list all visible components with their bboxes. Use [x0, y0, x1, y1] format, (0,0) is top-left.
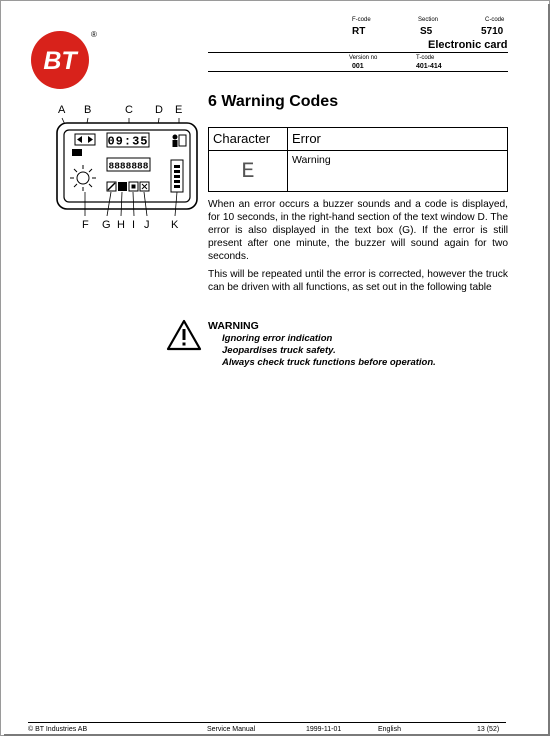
footer-page: 13 (52) [477, 726, 500, 733]
footer-language: English [378, 726, 401, 733]
segment-character: E [241, 158, 255, 184]
diagram-label-i: I [132, 219, 136, 231]
diagram-label-j: J [144, 219, 150, 231]
diagram-label-k: K [171, 219, 179, 231]
tcode-label: T-code [416, 55, 435, 61]
warning-codes-table [208, 127, 508, 192]
diagram-label-d: D [155, 104, 163, 116]
body-paragraph: When an error occurs a buzzer sounds and a code is displayed, for 10 seconds, in the right-hand section of the text window D. The error is also displayed in the text box (G). If the error is still present after one minute, the buzzer will sound again for two seconds. [208, 199, 508, 262]
version-value: 001 [352, 63, 364, 70]
section-value: S5 [420, 26, 433, 37]
diagram-label-a: A [58, 104, 66, 116]
table-row [209, 151, 508, 192]
ccode-label: C-code [485, 17, 505, 23]
warning-triangle-icon [166, 319, 202, 351]
operator-icon [173, 135, 178, 140]
registered-mark: ® [91, 30, 97, 39]
header-rule [208, 71, 508, 72]
text-window-readout: 8888888 [108, 160, 149, 172]
table-cell-character [209, 151, 288, 192]
header-subtitle: Electronic card [428, 39, 508, 51]
diagram-label-f: F [82, 219, 89, 231]
warning-line: Always check truck functions before operation. [222, 357, 436, 368]
logo-text: BT [43, 47, 77, 75]
footer-date: 1999-11-01 [306, 726, 342, 733]
warning-title: WARNING [208, 320, 259, 332]
warning-line: Jeopardises truck safety. [222, 345, 336, 356]
section-title: 6 Warning Codes [208, 93, 339, 110]
column-header-character: Character [209, 128, 288, 151]
diagram-label-h: H [117, 219, 125, 231]
column-header-error: Error [288, 128, 508, 151]
ccode-value: 5710 [481, 26, 504, 37]
warning-line: Ignoring error indication [222, 333, 333, 344]
clock-readout: 09:35 [107, 134, 149, 149]
diagram-label-e: E [175, 104, 183, 116]
table-header-row [209, 128, 508, 151]
header-rule [208, 52, 508, 53]
display-panel-diagram [55, 116, 200, 216]
version-label: Version no [349, 55, 378, 61]
bt-logo [28, 28, 100, 92]
fcode-label: F-code [352, 17, 371, 23]
diagram-label-g: G [102, 219, 111, 231]
section-label: Section [418, 17, 439, 23]
footer-copyright: © BT Industries AB [28, 726, 88, 733]
diagram-label-b: B [84, 104, 92, 116]
body-paragraph: This will be repeated until the error is corrected, however the truck can be driven with all functions, as set out in the following table [208, 269, 508, 293]
table-cell-error: Warning [288, 151, 508, 192]
tcode-value: 401-414 [416, 63, 442, 70]
footer-rule [28, 722, 506, 723]
diagram-label-c: C [125, 104, 133, 116]
footer-doc: Service Manual [207, 726, 256, 733]
fcode-value: RT [352, 26, 366, 37]
